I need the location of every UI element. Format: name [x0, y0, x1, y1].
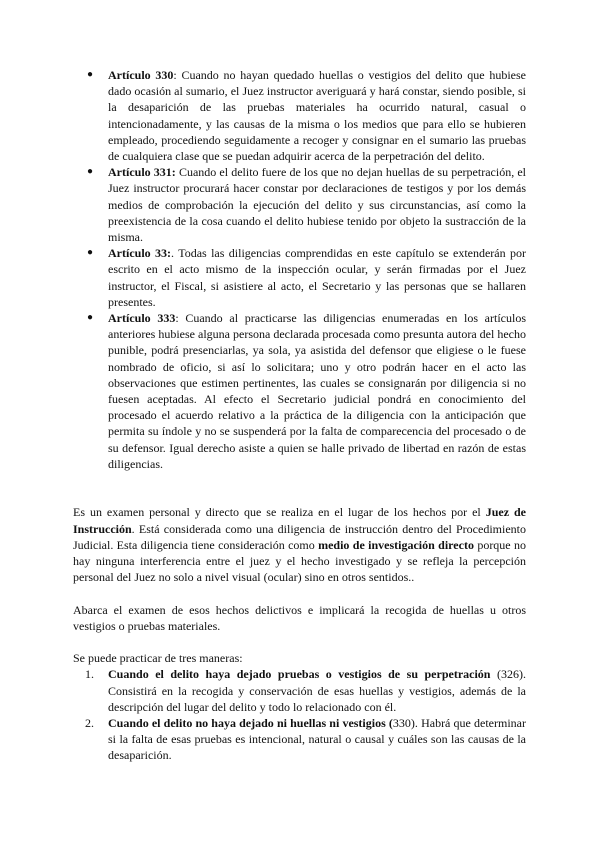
way-item: [73, 666, 526, 715]
way-label: Cuando el delito haya dejado pruebas o vestigios de su perpetración: [108, 667, 491, 682]
way-text: 330). Habrá que determinar si la falta de esas pruebas es intencional, natural o causal y cuáles son las causas de la desaparición.: [108, 716, 526, 763]
article-label: Artículo 331:: [108, 165, 176, 180]
article-item: [73, 245, 526, 310]
article-text: Cuando el delito fuere de los que no dejan huellas de su perpetración, el Juez instructor procurará hacer constar por declaraciones de testigos y por los demás medios de comprobación la ejecución del delito y sus circunstancias, así como la preexistencia de la cosa cuando el delito hubiese tenido por objeto la sustracción de la misma.: [108, 165, 526, 245]
article-label: Artículo 330: [108, 68, 174, 82]
text: porque no hay ninguna interferencia entre el juez y el hecho investigado y se refleja la percepción personal del Juez no solo a nivel visual (ocular) sino en otros sentidos..: [73, 537, 526, 585]
bold-term: medio de investigación directo: [318, 537, 474, 552]
article-text: : Cuando no hayan quedado huellas o vestigios del delito que hubiese dado ocasión al sumario, el Juez instructor averiguará y hará constar, siendo posible, si la desaparición de las pruebas materiales ha ocurrido natural, casual o intencionadamente, y las causas de la misma o los medios que para ello se hubieren empleado, procediendo seguidamente a recoger y consignar en el sumario las pruebas de cualquiera clase que se puedan adquirir acerca de la perpetración del delito.: [108, 68, 526, 164]
ways-list: [73, 666, 526, 763]
article-label: Artículo 333: [108, 311, 176, 326]
way-label: Cuando el delito no haya dejado ni huellas ni vestigios (: [108, 716, 393, 731]
list-number: 1.: [85, 667, 94, 682]
article-item: [73, 67, 526, 164]
article-item: [73, 310, 526, 472]
way-item: [73, 715, 526, 764]
paragraph-ways-intro: Se puede practicar de tres maneras:: [73, 651, 243, 666]
bullet-icon: ●: [87, 69, 94, 80]
paragraph-definition: [73, 504, 526, 585]
document-page: [73, 67, 526, 764]
articles-list: [73, 67, 526, 472]
article-item: [73, 164, 526, 245]
way-text: (326). Consistirá en la recogida y conservación de esas huellas y vestigios, además de la descripción del lugar del delito y todo lo relacionado con él.: [108, 667, 526, 714]
text: Es un examen personal y directo que se realiza en el lugar de los hechos por el: [73, 505, 486, 520]
text: . Está considerada como una diligencia de instrucción dentro del Procedimiento Judicial. Esta diligencia tiene consideración como: [73, 521, 526, 552]
bullet-icon: ●: [87, 247, 94, 259]
article-label: Artículo 33:: [108, 246, 172, 261]
article-text: . Todas las diligencias comprendidas en este capítulo se extenderán por escrito en el acto mismo de la inspección ocular, y serán firmadas por el Juez instructor, el Fiscal, si asistiere al acto, el Secretario y las personas que se hallaren presentes.: [108, 246, 527, 309]
list-number: 2.: [85, 716, 94, 731]
paragraph-scope: Abarca el examen de esos hechos delictivos e implicará la recogida de huellas u otros vestigios o pruebas materiales.: [73, 602, 526, 633]
article-text: : Cuando al practicarse las diligencias enumeradas en los artículos anteriores hubiese alguna persona declarada procesada como presunta autora del hecho punible, podrá presenciarlas, ya sola, ya asistida del defensor que eligiese o le fuese nombrado de oficio, si así lo solicitara; uno y otro podrán hacer en el acto las observaciones que estimen pertinentes, las cuales se consignarán por diligencia si no fuesen aceptadas. Al efecto el Secretario judicial pondrá en conocimiento del procesado el acuerdo relativo a la práctica de la diligencia con la anticipación que permita su índole y no se suspenderá por la falta de comparecencia del procesado o de su defensor. Igual derecho asiste a quien se halle privado de libertad en razón de estas diligencias.: [108, 311, 527, 471]
bullet-icon: ●: [87, 312, 94, 324]
bold-term: Juez de Instrucción: [73, 505, 526, 536]
bullet-icon: ●: [87, 166, 94, 178]
